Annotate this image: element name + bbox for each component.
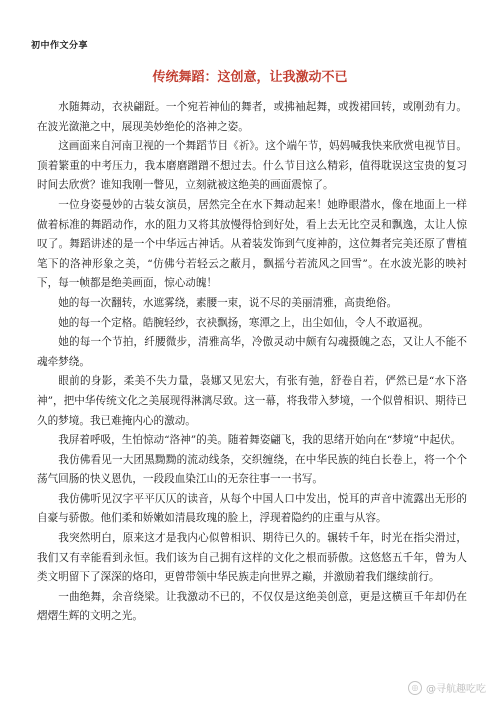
paragraph: 我仿佛看见一大团黑黝黝的流动线条，交织缠绕，在中华民族的纯白长卷上，将一个个荡气回肠的快义恩仇，一段段血染江山的无奈往事一一书写。 (37, 453, 467, 486)
header-tag: 初中作文分享 (31, 41, 89, 51)
paragraph: 一曲绝舞，余音绕梁。让我激动不已的，不仅仅是这绝美创意，更是这横亘千年却仍在熠熠生辉的文明之光。 (37, 590, 467, 623)
paragraph: 水随舞动，衣袂翩跹。一个宛若神仙的舞者，或拂袖起舞，或拨裙回转，或刚劲有力。在波光潋滟之中，展现美妙绝伦的洛神之姿。 (37, 101, 467, 133)
paragraph: 她的每一个定格。皓腕轻纱，衣袂飘扬，寒潭之上，出尘如仙，令人不敢逼视。 (58, 316, 429, 329)
paragraph: 我仿佛听见汉字平平仄仄的读音，从每个中国人口中发出，悦耳的声音中流露出无形的自豪与骄傲。他们柔和娇嫩如清晨玫瑰的脸上，浮现着隐约的庄重与从容。 (37, 492, 467, 525)
paragraph: 她的每一次翻转，水遮雾绕，素腰一束，说不尽的美丽清雅，高贵绝俗。 (58, 296, 398, 309)
paragraph: 这画面来自河南卫视的一个舞蹈节目《祈》。这个端午节，妈妈喊我快来欣赏电视节目。顶着繁重的中考压力，我本磨磨蹭蹭不想过去。什么节目这么精彩，值得耽误这宝贵的复习时间去欣赏？谁知我刚一瞥见，立刻就被这绝美的画面震惊了。 (37, 140, 467, 192)
watermark-logo-icon: ◎ (408, 681, 422, 695)
article-body (37, 98, 467, 627)
paragraph: 我突然明白，原来这才是我内心似曾相识、期待已久的。辗转千年，时光在指尖滑过，我们又有幸能看到永恒。我们该为自己拥有这样的文化之根而骄傲。这悠悠五千年，曾为人类文明留下了深深的烙印，更曾带领中华民族走向世界之巅，并激励着我们继续前行。 (37, 532, 467, 584)
paragraph: 一位身姿曼妙的古装女演员，居然完全在水下舞动起来！她睁眼潜水，像在地面上一样做着标准的舞蹈动作，水的阻力又将其放慢得恰到好处，看上去无比空灵和飘逸，太让人惊叹了。舞蹈讲述的是一个中华远古神话。从着装发饰到气度神韵，这位舞者完美还原了曹植笔下的洛神形象之美，“仿佛兮若轻云之蔽月，飘摇兮若流风之回雪”。在水波光影的映衬下，每一帧都是绝美画面，惊心动魄！ (37, 198, 467, 290)
paragraph: 我屏着呼吸，生怕惊动“洛神”的美。随着舞姿翩飞，我的思绪开始向在“梦境”中起伏。 (58, 434, 462, 447)
paragraph: 眼前的身影，柔美不失力量，袅娜又见宏大，有张有弛，舒卷自若，俨然已是“水下洛神”，把中华传统文化之美展现得淋漓尽致。这一幕，将我带入梦境，一个似曾相识、期待已久的梦境。我已难掩内心的激动。 (37, 375, 467, 427)
watermark-text: @寻航趣吃吃 (426, 684, 486, 695)
watermark (408, 680, 486, 695)
paragraph: 她的每一个节拍，纤腰微步，清雅高华，冷傲灵动中颇有勾魂摄魄之态，又让人不能不魂牵梦绕。 (37, 336, 467, 368)
article-title: 传统舞蹈：这创意，让我激动不已 (152, 70, 348, 85)
